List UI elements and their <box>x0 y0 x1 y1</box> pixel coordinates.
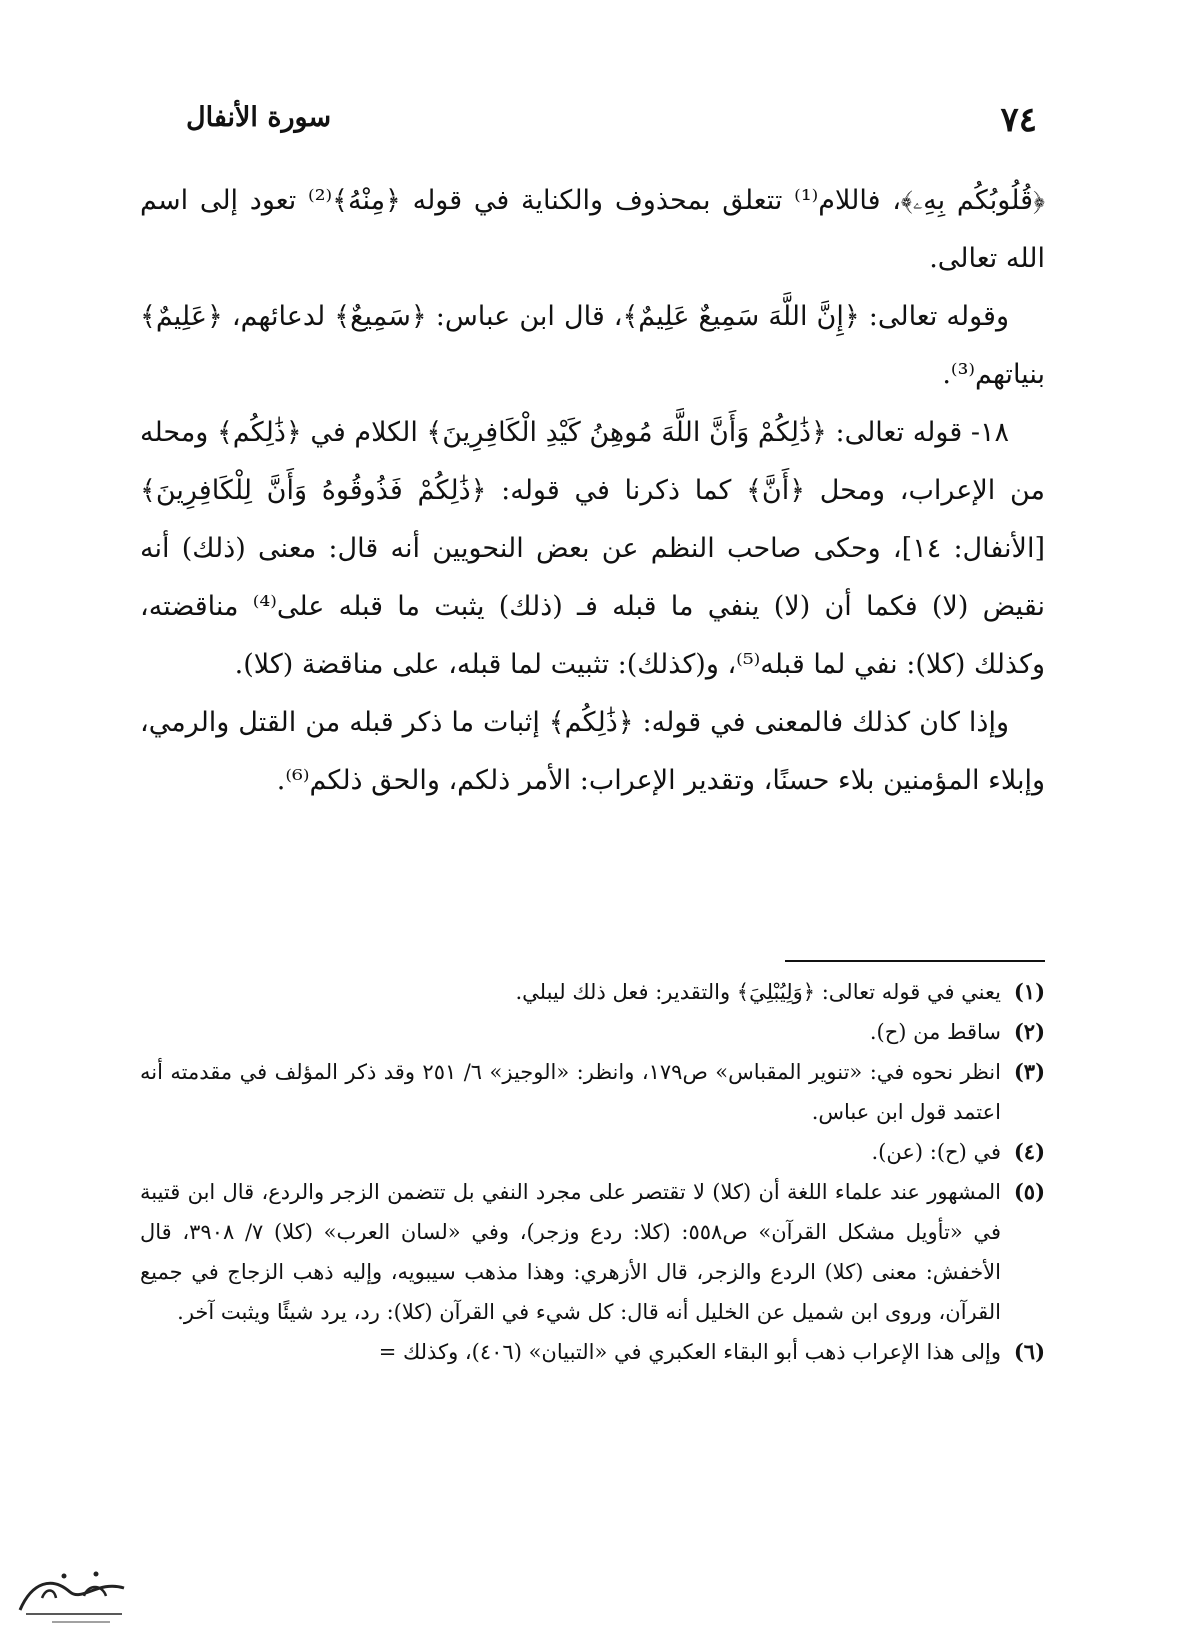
paragraph-2: وقوله تعالى: ﴿إِنَّ اللَّهَ سَمِيعٌ عَلِيمٌ﴾، قال ابن عباس: ﴿سَمِيعٌ﴾ لدعائهم، ﴿عَلِيمٌ﴾ بنياتهم⁽³⁾. <box>140 301 1045 390</box>
footnote-item <box>140 1052 1045 1132</box>
footnote-divider <box>785 960 1045 962</box>
footnote-item <box>140 1132 1045 1172</box>
paragraph-4: وإذا كان كذلك فالمعنى في قوله: ﴿ذَٰلِكُم﴾ إثبات ما ذكر قبله من القتل والرمي، وإبلاء المؤمنين بلاء حسنًا، وتقدير الإعراب: الأمر ذلكم، والحق ذلكم⁽⁶⁾. <box>140 707 1045 796</box>
footnote-text: انظر نحوه في: «تنوير المقباس» ص١٧٩، وانظر: «الوجيز» ٦/ ٢٥١ وقد ذكر المؤلف في مقدمته أنه اعتمد قول ابن عباس. <box>140 1060 1001 1124</box>
footnote-number: (٦) <box>1013 1339 1045 1364</box>
main-text <box>140 172 1045 810</box>
footnote-number: (٣) <box>1013 1059 1045 1084</box>
paragraph-1: ﴿قُلُوبُكُم بِهِۦ﴾، فاللام⁽¹⁾ تتعلق بمحذوف والكناية في قوله ﴿مِنْهُ﴾⁽²⁾ تعود إلى اسم الله تعالى. <box>140 185 1046 274</box>
footnotes <box>140 972 1045 1372</box>
footnote-number: (٥) <box>1013 1179 1045 1204</box>
paragraph-3: ١٨- قوله تعالى: ﴿ذَٰلِكُمْ وَأَنَّ اللَّهَ مُوهِنُ كَيْدِ الْكَافِرِينَ﴾ الكلام في ﴿ذَٰلِكُم﴾ ومحله من الإعراب، ومحل ﴿أَنَّ﴾ كما ذكرنا في قوله: ﴿ذَٰلِكُمْ فَذُوقُوهُ وَأَنَّ لِلْكَافِرِينَ﴾ [الأنفال: ١٤]، وحكى صاحب النظم عن بعض النحويين أنه قال: معنى (ذلك) أنه نقيض (لا) فكما أن (لا) ينفي ما قبله فـ (ذلك) يثبت ما قبله على⁽⁴⁾ مناقضته، وكذلك (كلا): نفي لما قبله⁽⁵⁾، و(كذلك): تثبيت لما قبله، على مناقضة (كلا). <box>140 417 1045 680</box>
footnote-text: يعني في قوله تعالى: ﴿وَلِيُبْلِيَ﴾ والتقدير: فعل ذلك ليبلي. <box>515 980 1001 1004</box>
footnote-text: وإلى هذا الإعراب ذهب أبو البقاء العكبري في «التبيان» (٤٠٦)، وكذلك = <box>378 1340 1001 1364</box>
footnote-item <box>140 972 1045 1012</box>
running-header-title: سورة الأنفال <box>186 102 332 133</box>
footnote-item <box>140 1012 1045 1052</box>
footnote-text: في (ح): (عن). <box>871 1140 1001 1164</box>
footnote-number: (٢) <box>1013 1019 1045 1044</box>
footnote-number: (١) <box>1013 979 1045 1004</box>
footnote-text: المشهور عند علماء اللغة أن (كلا) لا تقتصر على مجرد النفي بل تتضمن الزجر والردع، قال ابن قتيبة في «تأويل مشكل القرآن» ص٥٥٨: (كلا: ردع وزجر)، وفي «لسان العرب» (كلا) ٧/ ٣٩٠٨، قال الأخفش: معنى (كلا) الردع والزجر، قال الأزهري: وهذا مذهب سيبويه، وإليه ذهب الزجاج في جميع القرآن، وروى ابن شميل عن الخليل أنه قال: كل شيء في القرآن (كلا): رد، يرد شيئًا ويثبت آخر. <box>140 1180 1001 1324</box>
footnote-number: (٤) <box>1013 1139 1045 1164</box>
footnote-item <box>140 1172 1045 1332</box>
page-number: ٧٤ <box>1000 100 1037 140</box>
footnote-item <box>140 1332 1045 1372</box>
footnote-text: ساقط من (ح). <box>869 1020 1001 1044</box>
publisher-logo <box>12 1562 134 1628</box>
